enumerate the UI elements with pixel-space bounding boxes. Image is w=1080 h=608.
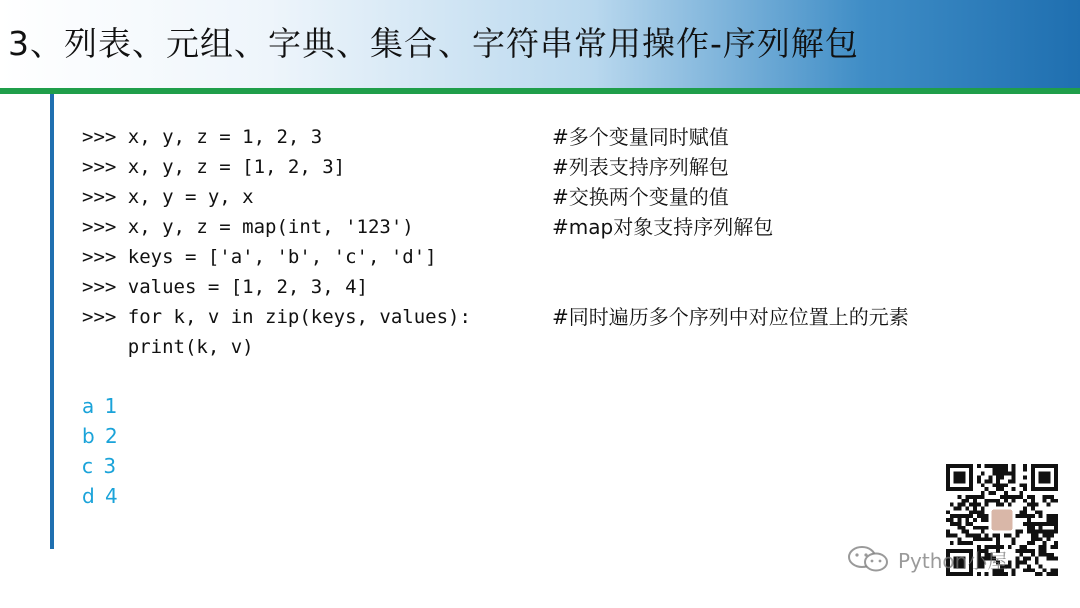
code-text: print(k, v) bbox=[82, 336, 254, 358]
code-comment: #列表支持序列解包 bbox=[552, 155, 729, 179]
code-text: >>> keys = ['a', 'b', 'c', 'd'] bbox=[82, 246, 437, 268]
code-text: >>> x, y, z = 1, 2, 3 bbox=[82, 126, 323, 148]
watermark-text: Python小屋 bbox=[898, 548, 1008, 573]
wechat-icon bbox=[846, 544, 892, 574]
slide-title: 3、列表、元组、字典、集合、字符串常用操作-序列解包 bbox=[8, 24, 859, 63]
output-line: a 1 bbox=[82, 394, 120, 418]
code-comment: #交换两个变量的值 bbox=[552, 185, 729, 209]
output-line: c 3 bbox=[82, 454, 119, 478]
watermark bbox=[846, 544, 1007, 574]
output-block bbox=[82, 391, 120, 511]
code-line bbox=[82, 182, 729, 212]
code-line bbox=[82, 272, 368, 302]
code-line bbox=[82, 212, 774, 242]
code-text: >>> x, y, z = map(int, '123') bbox=[82, 216, 414, 238]
output-line: d 4 bbox=[82, 484, 120, 508]
code-comment: #多个变量同时赋值 bbox=[552, 125, 729, 149]
title-bar bbox=[0, 0, 1080, 88]
side-divider bbox=[50, 94, 54, 549]
code-text: >>> x, y = y, x bbox=[82, 186, 254, 208]
code-comment: #map对象支持序列解包 bbox=[552, 215, 774, 239]
code-text: >>> for k, v in zip(keys, values): bbox=[82, 306, 471, 328]
output-line: b 2 bbox=[82, 424, 120, 448]
code-comment: #同时遍历多个序列中对应位置上的元素 bbox=[552, 305, 909, 329]
code-line bbox=[82, 152, 729, 182]
code-line bbox=[82, 242, 437, 272]
code-text: >>> values = [1, 2, 3, 4] bbox=[82, 276, 368, 298]
code-line bbox=[82, 302, 909, 332]
code-line bbox=[82, 122, 729, 152]
code-line bbox=[82, 332, 254, 362]
code-text: >>> x, y, z = [1, 2, 3] bbox=[82, 156, 346, 178]
code-block bbox=[82, 122, 909, 362]
title-divider bbox=[0, 88, 1080, 94]
